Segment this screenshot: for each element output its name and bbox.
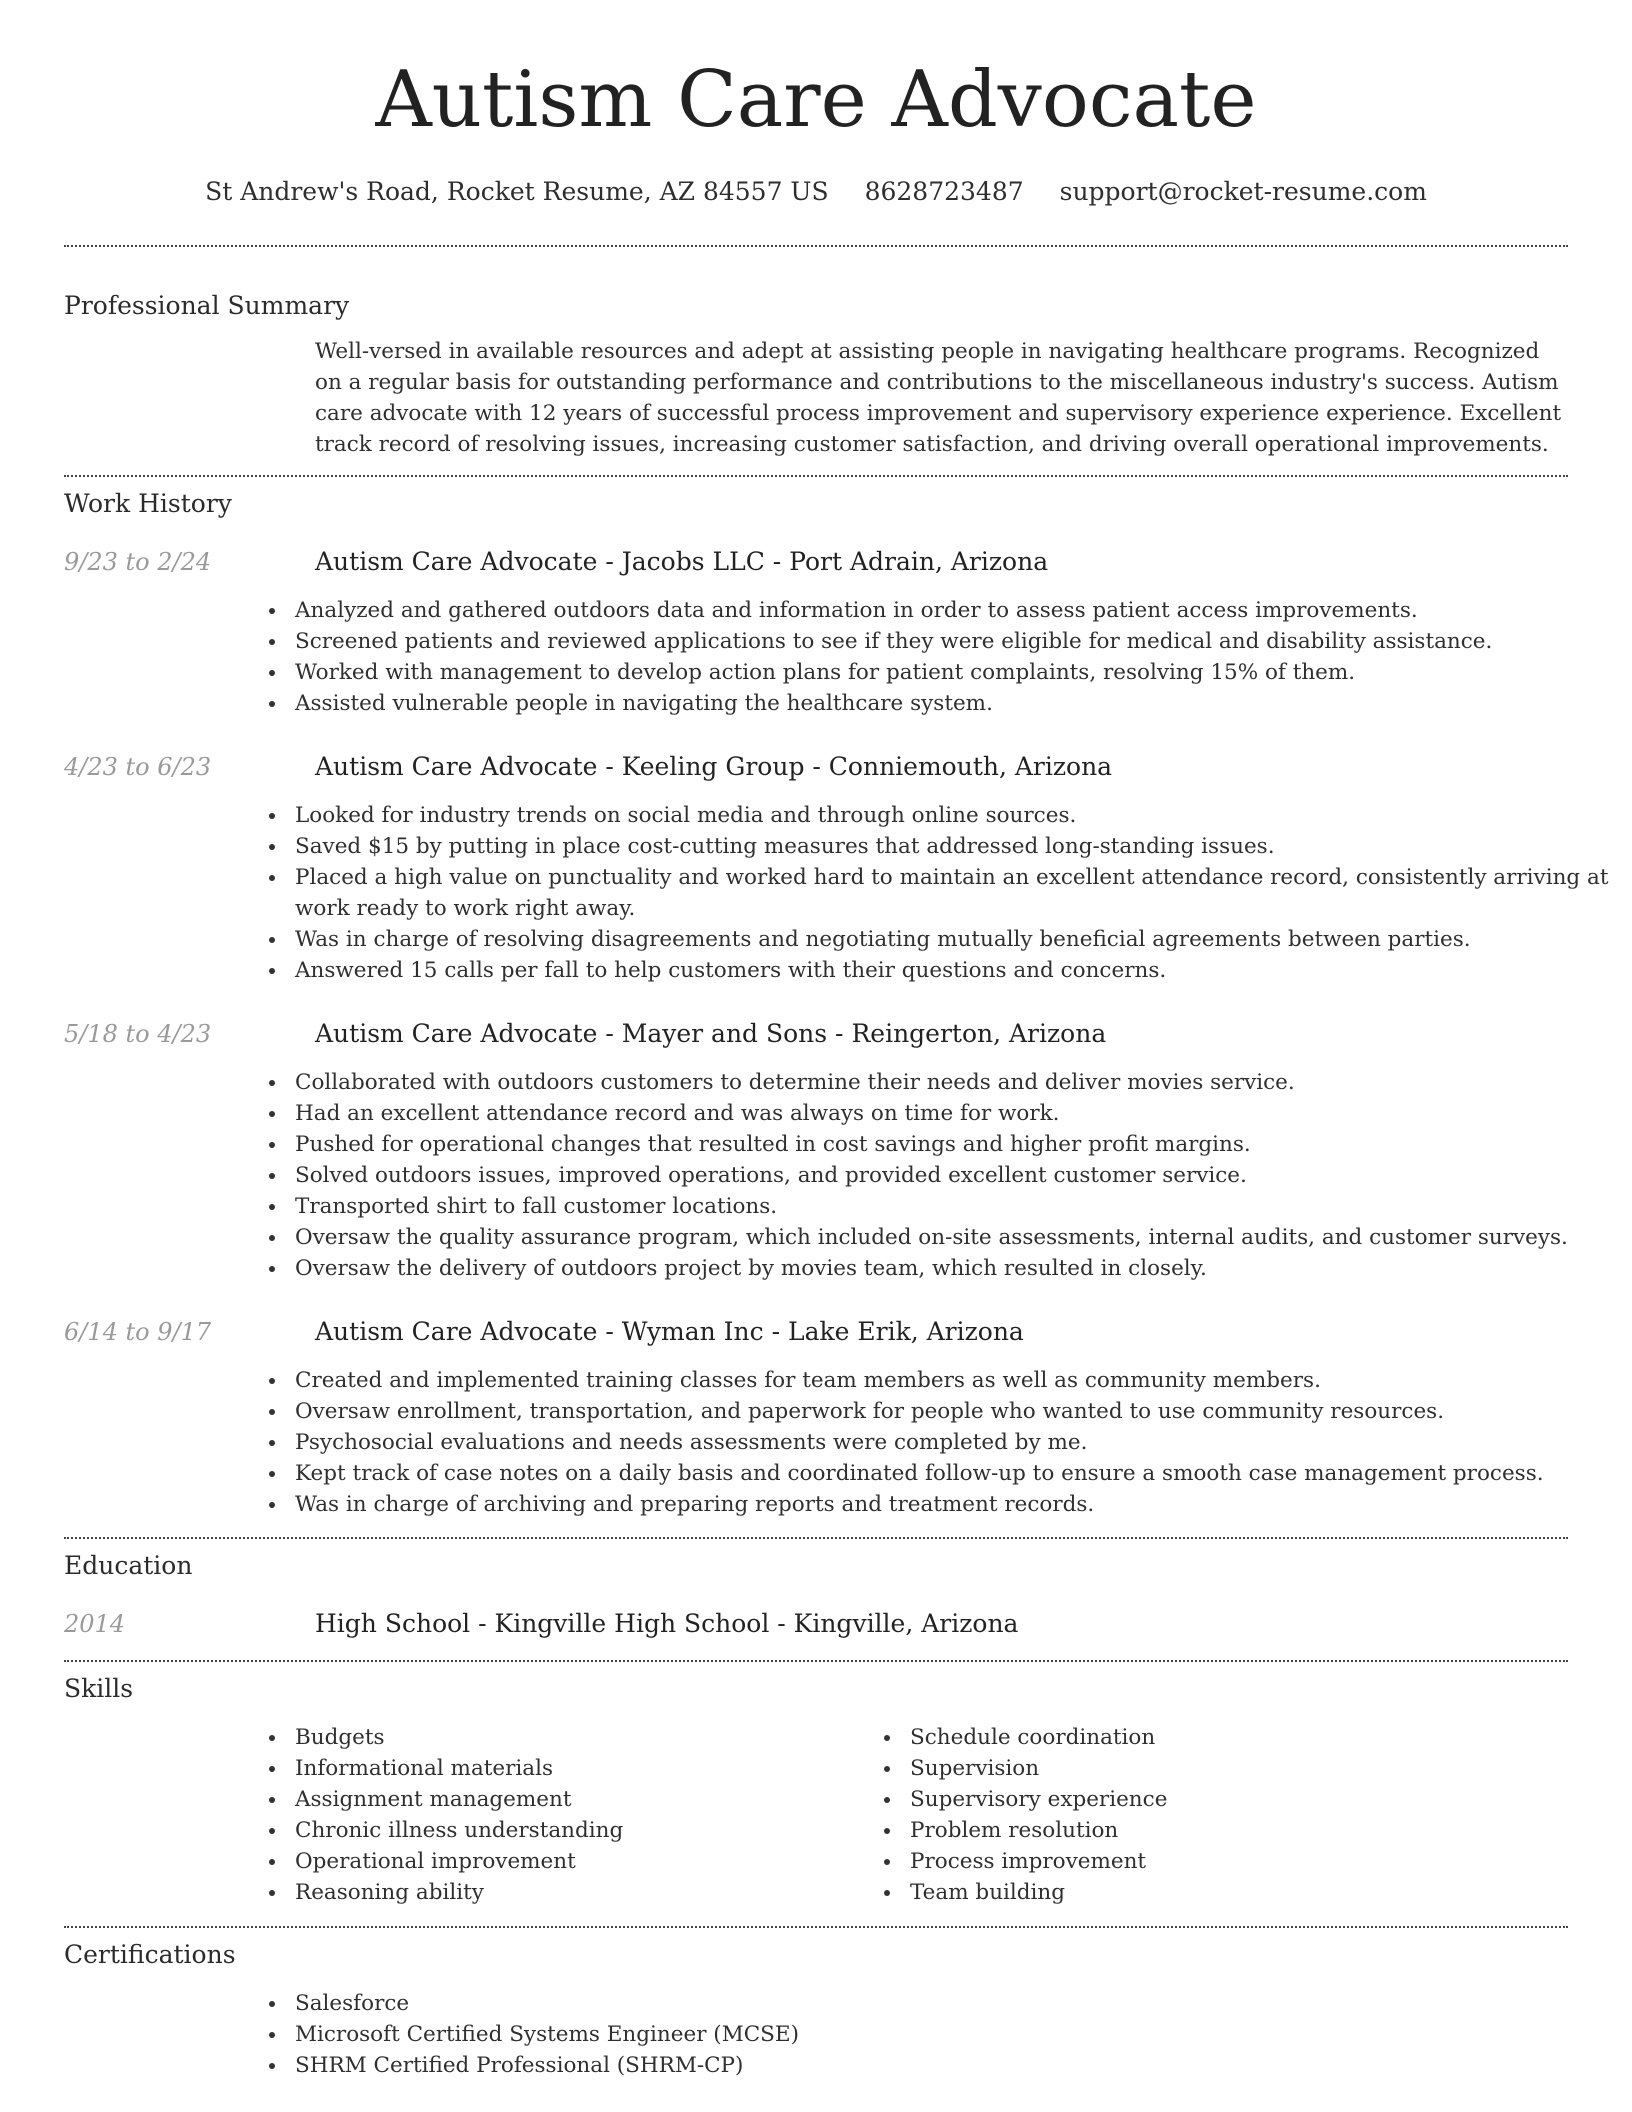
list-item: Placed a high value on punctuality and worked hard to maintain an excellent attendance record, consistently arriving at work ready to work right away. [295,862,1632,924]
list-item: Was in charge of resolving disagreements and negotiating mutually beneficial agreements between parties. [295,924,1632,955]
skills-list-left [295,1722,623,1908]
list-item: Collaborated with outdoors customers to determine their needs and deliver movies service. [295,1067,1632,1098]
section-heading-skills: Skills [64,1674,134,1703]
summary-text: Well-versed in available resources and adept at assisting people in navigating healthcare programs. Recognized on a regular basis for outstanding performance and contributions to the miscellaneous industry's success. Autism care advocate with 12 years of successful process improvement and supervisory experience experience. Excellent track record of resolving issues, increasing customer satisfaction, and driving overall operational improvements. [315,339,1562,457]
list-item: Worked with management to develop action plans for patient complaints, resolving 15% of them. [295,657,1632,688]
job-title: Autism Care Advocate - Mayer and Sons - Reingerton, Arizona [315,1019,1107,1048]
job-date: 9/23 to 2/24 [64,548,212,576]
certification-item: Microsoft Certified Systems Engineer (MCSE) [295,2019,1632,2050]
contact-line [0,176,1632,208]
skill-item: Supervision [910,1753,1167,1784]
list-item: Was in charge of archiving and preparing reports and treatment records. [295,1489,1632,1520]
job-bullets [295,595,1632,719]
skill-item: Process improvement [910,1846,1167,1877]
skill-item: Assignment management [295,1784,623,1815]
list-item: Psychosocial evaluations and needs assessments were completed by me. [295,1427,1632,1458]
list-item: Oversaw the quality assurance program, which included on-site assessments, internal audits, and customer surveys. [295,1222,1632,1253]
job-title: Autism Care Advocate - Jacobs LLC - Port Adrain, Arizona [315,547,1049,576]
certification-item: Salesforce [295,1988,1632,2019]
certification-item: SHRM Certified Professional (SHRM-CP) [295,2050,1632,2081]
list-item: Pushed for operational changes that resulted in cost savings and higher profit margins. [295,1129,1632,1160]
skill-item: Problem resolution [910,1815,1167,1846]
list-item: Saved $15 by putting in place cost-cutting measures that addressed long-standing issues. [295,831,1632,862]
job-title: Autism Care Advocate - Keeling Group - Conniemouth, Arizona [315,752,1113,781]
list-item: Had an excellent attendance record and was always on time for work. [295,1098,1632,1129]
skill-item: Reasoning ability [295,1877,623,1908]
section-heading-summary: Professional Summary [64,291,350,320]
job-date: 4/23 to 6/23 [64,753,212,781]
contact-phone: 8628723487 [864,177,1024,206]
list-item: Solved outdoors issues, improved operations, and provided excellent customer service. [295,1160,1632,1191]
job-date: 6/14 to 9/17 [64,1318,212,1346]
section-heading-work-history: Work History [64,489,232,518]
job-bullets [295,1067,1632,1284]
list-item: Analyzed and gathered outdoors data and information in order to assess patient access improvements. [295,595,1632,626]
contact-email: support@rocket-resume.com [1059,177,1427,206]
certifications-list [295,1988,1632,2081]
list-item: Screened patients and reviewed applications to see if they were eligible for medical and disability assistance. [295,626,1632,657]
section-heading-certifications: Certifications [64,1940,236,1969]
job-entry [64,1315,1568,1349]
list-item: Created and implemented training classes for team members as well as community members. [295,1365,1632,1396]
skill-item: Supervisory experience [910,1784,1167,1815]
list-item: Looked for industry trends on social media and through online sources. [295,800,1632,831]
job-bullets [295,800,1632,986]
skills-columns [0,1722,1632,1908]
skill-item: Team building [910,1877,1167,1908]
list-item: Kept track of case notes on a daily basis and coordinated follow-up to ensure a smooth case management process. [295,1458,1632,1489]
education-title: High School - Kingville High School - Kingville, Arizona [315,1609,1019,1638]
skill-item: Budgets [295,1722,623,1753]
education-entry [64,1607,1568,1641]
job-entry [64,1017,1568,1051]
job-bullets [295,1365,1632,1520]
job-title: Autism Care Advocate - Wyman Inc - Lake Erik, Arizona [315,1317,1024,1346]
job-entry [64,545,1568,579]
skills-list-right [910,1722,1167,1908]
list-item: Assisted vulnerable people in navigating the healthcare system. [295,688,1632,719]
list-item: Answered 15 calls per fall to help customers with their questions and concerns. [295,955,1632,986]
skill-item: Schedule coordination [910,1722,1167,1753]
list-item: Oversaw enrollment, transportation, and paperwork for people who wanted to use community resources. [295,1396,1632,1427]
skill-item: Operational improvement [295,1846,623,1877]
skill-item: Chronic illness understanding [295,1815,623,1846]
skill-item: Informational materials [295,1753,623,1784]
contact-address: St Andrew's Road, Rocket Resume, AZ 84557 US [205,177,829,206]
list-item: Oversaw the delivery of outdoors project by movies team, which resulted in closely. [295,1253,1632,1284]
section-heading-education: Education [64,1551,193,1580]
job-entry [64,750,1568,784]
resume-name: Autism Care Advocate [375,55,1257,145]
list-item: Transported shirt to fall customer locations. [295,1191,1632,1222]
job-date: 5/18 to 4/23 [64,1020,212,1048]
education-date: 2014 [64,1610,126,1638]
